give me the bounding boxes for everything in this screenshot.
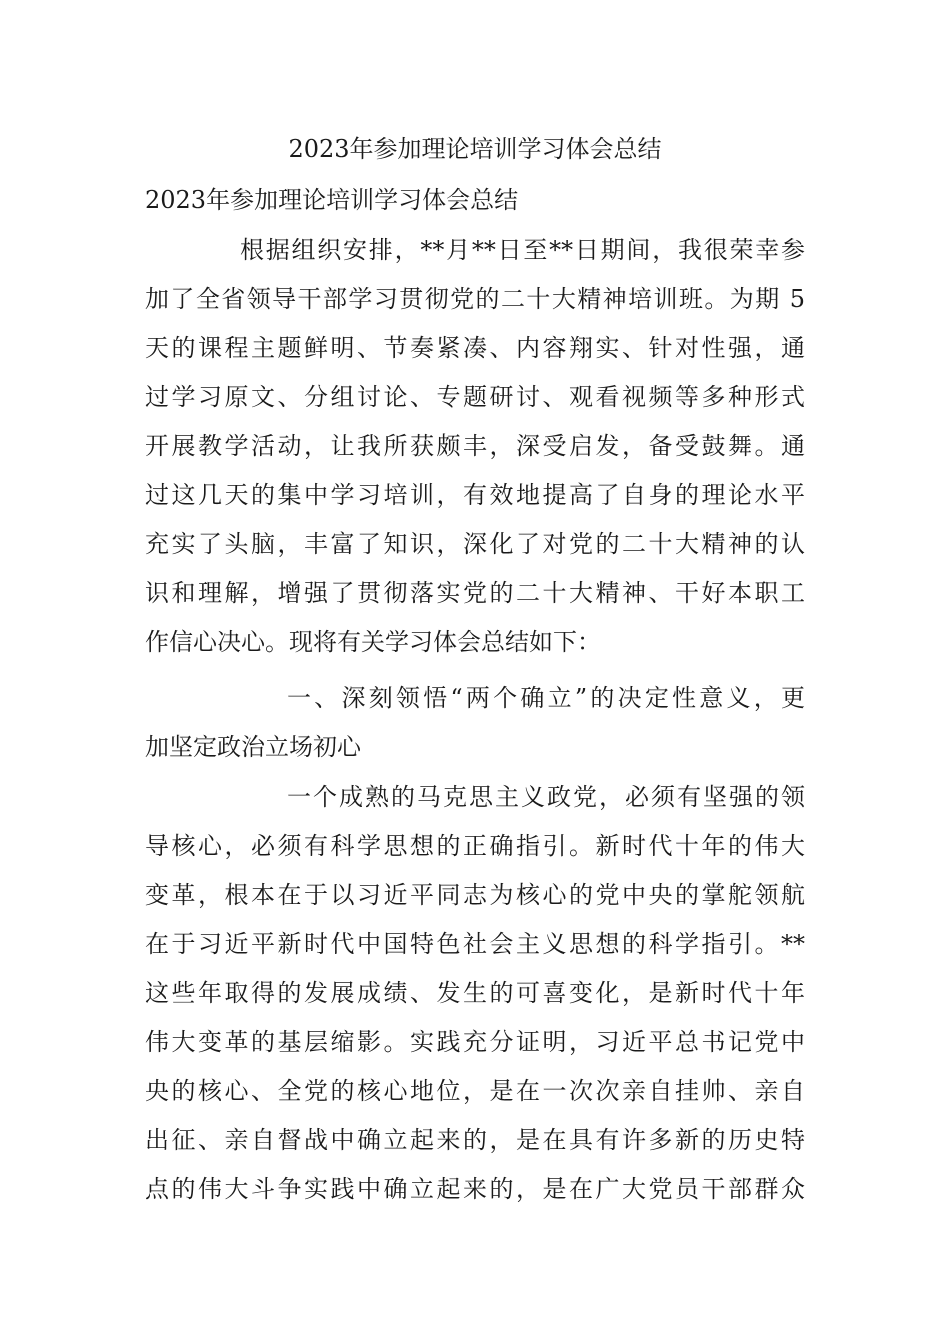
paragraph-line: 伟大变革的基层缩影。实践充分证明，习近平总书记党中 [145, 1028, 805, 1056]
paragraph-line: 天的课程主题鲜明、节奏紧凑、内容翔实、针对性强，通 [145, 334, 805, 362]
paragraph-line: 作信心决心。现将有关学习体会总结如下： [145, 628, 601, 656]
paragraph-line: 点的伟大斗争实践中确立起来的，是在广大党员干部群众 [145, 1175, 805, 1203]
paragraph-line: 一个成熟的马克思主义政党，必须有坚强的领 [287, 783, 805, 811]
section-heading: 一、深刻领悟“两个确立”的决定性意义，更 [287, 684, 805, 712]
paragraph-line: 这些年取得的发展成绩、发生的可喜变化，是新时代十年 [145, 979, 805, 1007]
document-subtitle: 2023年参加理论培训学习体会总结 [145, 186, 519, 214]
paragraph-line: 充实了头脑，丰富了知识，深化了对党的二十大精神的认 [145, 530, 805, 558]
paragraph-line: 出征、亲自督战中确立起来的，是在具有许多新的历史特 [145, 1126, 805, 1154]
paragraph-line: 变革，根本在于以习近平同志为核心的党中央的掌舵领航 [145, 881, 805, 909]
paragraph-line: 过这几天的集中学习培训，有效地提高了自身的理论水平 [145, 481, 805, 509]
paragraph-line: 过学习原文、分组讨论、专题研讨、观看视频等多种形式 [145, 383, 805, 411]
paragraph-line: 在于习近平新时代中国特色社会主义思想的科学指引。** [145, 930, 805, 958]
paragraph-line: 加了全省领导干部学习贯彻党的二十大精神培训班。为期 5 [145, 285, 805, 313]
section-heading: 加坚定政治立场初心 [145, 733, 361, 761]
paragraph-line: 根据组织安排，**月**日至**日期间，我很荣幸参 [240, 236, 805, 264]
paragraph-line: 导核心，必须有科学思想的正确指引。新时代十年的伟大 [145, 832, 805, 860]
paragraph-line: 识和理解，增强了贯彻落实党的二十大精神、干好本职工 [145, 579, 805, 607]
paragraph-line: 央的核心、全党的核心地位，是在一次次亲自挂帅、亲自 [145, 1077, 805, 1105]
paragraph-line: 开展教学活动，让我所获颇丰，深受启发，备受鼓舞。通 [145, 432, 805, 460]
document-title: 2023年参加理论培训学习体会总结 [288, 135, 662, 163]
